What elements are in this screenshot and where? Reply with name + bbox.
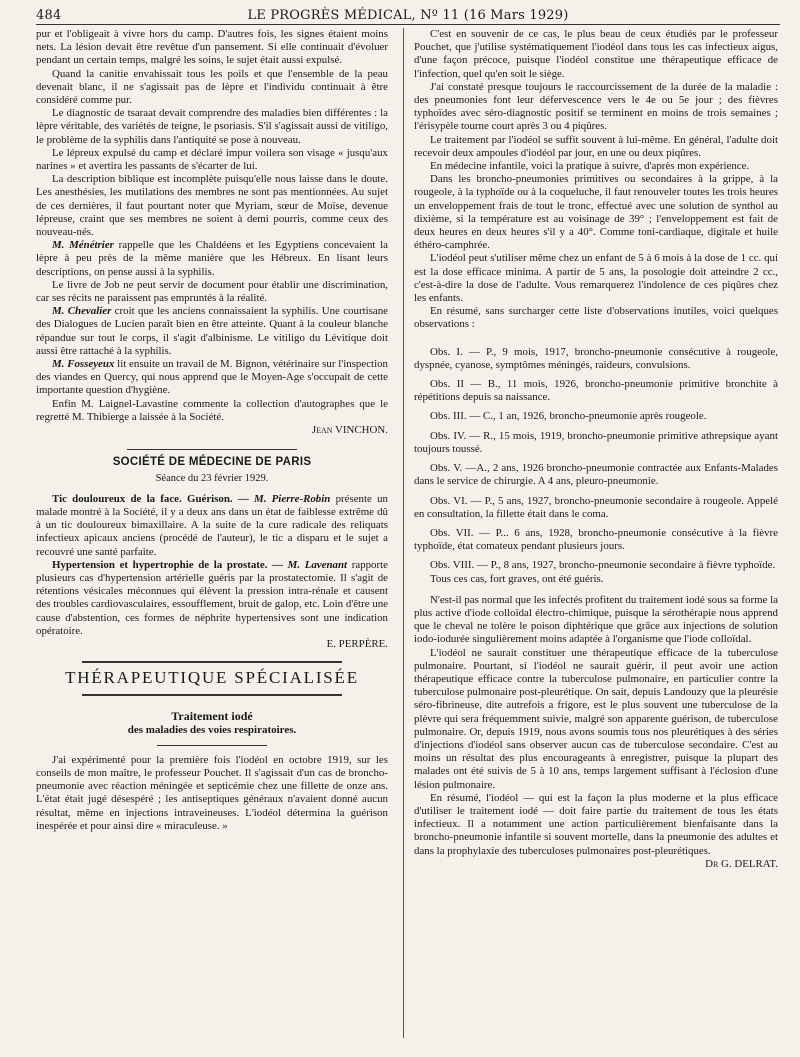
- paragraph: J'ai expérimenté pour la première fois l'iodéol en octobre 1919, sur les conseils de mon maître, le professeur Pouchet. Il s'agissait d'un cas de broncho-pneumonie avec réaction méningée et septicémie chez une fillette de onze ans. L'état était jugé désespéré ; les antiseptiques généraux n'avaient donné aucun résultat, même en injections intraveineuses. L'iodéol détermina la guérison inespérée et pour ainsi dire « miraculeuse. »: [36, 753, 388, 832]
- article-subtitle: des maladies des voies respiratoires.: [127, 723, 297, 736]
- observation: Obs. III. — C., 1 an, 1926, broncho-pneumonie après rougeole.: [430, 410, 707, 423]
- left-column: [36, 28, 388, 833]
- signature: Dr G. DELRAT.: [705, 857, 778, 870]
- paragraph: L'iodéol peut s'utiliser même chez un enfant de 5 à 6 mois à la dose de 1 cc. qui est la dose efficace minima. A partir de 5 ans, la posologie doit atteindre 2 cc., c'est-à-dire la dose de l'adulte. Vous remarquerez l'indolence de ces piqûres chez les enfants.: [414, 252, 778, 305]
- running-header: [36, 4, 780, 24]
- speaker-name: M. Chevalier: [52, 305, 112, 318]
- paragraph: J'ai constaté presque toujours le raccourcissement de la durée de la maladie : des pneumonies font leur défervescence vers le 4e ou 5e jour ; des fièvres typhoïdes avec séro-diagnostic positif se terminent en moins de trois semaines ; l'érisypèle tourne court après 3 ou 4 piqûres.: [414, 80, 778, 133]
- signature: E. PERPÈRE.: [326, 637, 388, 650]
- section-date: Séance du 23 février 1929.: [155, 472, 269, 484]
- signature: Jean VINCHON.: [311, 424, 388, 437]
- paragraph: Tous ces cas, fort graves, ont été guéris.: [430, 572, 604, 585]
- observation: Obs. VII. — P... 6 ans, 1928, broncho-pneumonie consécutive à la fièvre typhoïde, état comateux pendant plusieurs jours.: [414, 526, 778, 553]
- paragraph: En résumé, sans surcharger cette liste d'observations inutiles, voici quelques observations :: [414, 305, 778, 331]
- paragraph: La description biblique est incomplète puisqu'elle nous laisse dans le doute. Les anesthésies, les mutilations des membres ne sont pas mentionnées. Au sujet de ces dernières, il faut pourtant noter que Myriam, sœur de Moïse, devenue lépreuse, craint que ses membres ne soient à demi pourris, comme ceux des nouveau-nés.: [36, 173, 388, 239]
- paragraph-text: lit ensuite un travail de M. Bignon, vétérinaire sur l'inspection des viandes en Quercy, qui nous apprend que le Moyen-Age s'occupait de cette importante question d'hygiène.: [36, 358, 388, 397]
- paragraph: [36, 559, 388, 638]
- paragraph: En résumé, l'iodéol — qui est la façon la plus moderne et la plus efficace d'utiliser le traitement iodé — doit faire partie du traitement de tous les états infectieux. Il a notamment une action particulièrement bienfaisante dans la broncho-pneumonie infantile si souvent mortelle, dans la pneumonie des adultes et dans la prophylaxie des tuberculoses pulmonaires post-pleurétiques.: [414, 791, 778, 857]
- paragraph: Le livre de Job ne peut servir de document pour établir une discrimination, car ses récits ne paraissent pas empruntés à la réalité.: [36, 278, 388, 305]
- speaker-name: M. Ménétrier: [52, 239, 114, 252]
- paragraph: [36, 358, 388, 398]
- page-number: 484: [36, 8, 62, 23]
- observation: Obs. I. — P., 9 mois, 1917, broncho-pneumonie consécutive à rougeole, dyspnée, cyanose, symptômes méningés, raideurs, convulsions.: [414, 345, 778, 371]
- paragraph: pur et l'obligeait à vivre hors du camp. D'autres fois, les signes étaient moins nets. La lésion devait être revêtue d'un pansement. Si elle continuait d'évoluer pendant un certain temps, malgré les soins, le sujet était aussi expulsé.: [36, 28, 388, 67]
- paragraph-text: croit que les anciens connaissaient la syphilis. Une courtisane des Dialogues de Lucien paraît bien en être atteinte. Quant à la couleur blanche répandue sur tout le corps, il s'agit d'albinisme. Le vitiligo du Lévitique doit aussi être rattaché à la syphilis.: [36, 305, 389, 357]
- section-rule: [82, 661, 342, 663]
- paragraph: C'est en souvenir de ce cas, le plus beau de ceux étudiés par le professeur Pouchet, que j'utilise systématiquement l'iodéol dans tous les cas infectieux aigus, d'une façon précoce, puisque l'iodéol constitue une thérapeutique efficace de l'infection, quel qu'en soit le siège.: [414, 28, 778, 80]
- paragraph-text: rapporte plusieurs cas d'hypertension artérielle guéris par la prostatectomie. Il s'agit de rétentions vésicales méconnues qui élèvent la pression intra-rénale et causent des troubles cardiovasculaires, essoufflement, bruit de galop, etc. Loin d'être une cause d'abstention, ces formes de néphrite hypertensives sont une indication opératoire.: [36, 558, 388, 637]
- article-title: Traitement iodé: [171, 709, 253, 724]
- paragraph: Le traitement par l'iodéol se suffit souvent à lui-même. En général, l'adulte doit recevoir deux ampoules d'iodéol par jour, en une ou deux piqûres.: [414, 133, 778, 159]
- paragraph-text: présente un malade montré à la Société, il y a deux ans dans un état de faiblesse extrême dû à un tic douloureux bimaxillaire. A la suite de la cure radicale des reliquats infectieux apicaux anciens (procédé de l'auteur), le tic a disparu et le sujet a recouvré une santé parfaite.: [36, 492, 388, 558]
- observation: Obs. II — B., 11 mois, 1926, broncho-pneumonie primitive bronchite à répétitions depuis sa naissance.: [414, 378, 778, 404]
- observation: Obs. VIII. — P., 8 ans, 1927, broncho-pneumonie secondaire à fièvre typhoïde.: [430, 559, 776, 572]
- observation: Obs. VI. — P., 5 ans, 1927, broncho-pneumonie secondaire à rougeole. Appelé en consultation, la fillette était dans le coma.: [414, 494, 778, 520]
- header-rule: [36, 24, 780, 25]
- paragraph: [36, 493, 388, 559]
- observation: Obs. IV. — R., 15 mois, 1919, broncho-pneumonie primitive athrepsique ayant toujours toussé.: [414, 429, 778, 455]
- paragraph: Le diagnostic de tsaraat devait comprendre des maladies bien différentes : la lèpre véritable, des variétés de teigne, le psoriasis. S'il s'agissait aussi de vitiligo, le problème de la syphilis dans l'antiquité se pose à nouveau.: [36, 107, 388, 146]
- speaker-name: M. Fosseyeux: [52, 358, 115, 371]
- section-title: SOCIÉTÉ DE MÉDECINE DE PARIS: [112, 456, 312, 469]
- paragraph-text: rappelle que les Chaldéens et les Egyptiens concevaient la lèpre à peu près de la même manière que les Hébreux. En lisant leurs descriptions, on pense aussi à la syphilis.: [36, 239, 389, 278]
- rubric-title: THÉRAPEUTIQUE SPÉCIALISÉE: [65, 668, 359, 688]
- section-rule: [82, 694, 342, 696]
- speaker-name: — M. Pierre-Robin: [237, 492, 331, 505]
- article-rule: [157, 745, 267, 746]
- paragraph: L'iodéol ne saurait constituer une thérapeutique efficace de la tuberculose pulmonaire. Pourtant, si l'iodéol ne saurait guérir, il peut avoir une action thérapeutique efficace contre la tuberculose pulmonaire, en particulier contre la tuberculose pulmonaire post-pleurétique. On sait, depuis Landouzy que la pleurésie séro-fibrineuse, dite autrefois a frigore, est le plus souvent une tuberculose de la plèvre qui sera fréquemment suivie, malgré son apparente guérison, de tuberculose pulmonaire. Or, depuis 1919, nous avons soumis tous nos pleurétiques à des séries d'injections d'iodéol sans observer aucun cas de tuberculose secondaire. C'est au moins un résultat des plus encourageants à enregistrer, puisque la plupart des malades ont été suivis de 5 à 10 ans, temps largement suffisant à l'éclosion d'une lésion pulmonaire.: [414, 646, 778, 791]
- paragraph: N'est-il pas normal que les infectés profitent du traitement iodé sous sa forme la plus active d'iode colloïdal électro-chimique, puisque la sérothérapie nous apprend que le cheval ne tolère le poison diphtérique que grâce aux injections de solution iodo-iodurée singulièrement moins adaptée à l'organisme que l'iode colloïdal.: [414, 593, 778, 646]
- column-divider: [403, 28, 404, 1038]
- paragraph: En médecine infantile, voici la pratique à suivre, d'après mon expérience.: [430, 160, 750, 173]
- paragraph: Dans les broncho-pneumonies primitives ou secondaires à la grippe, à la rougeole, à la typhoïde ou à la coqueluche, il faut renouveler toutes les trois heures un enveloppement frais de tout le tronc, effectué avec une solution de synthol au dixième, si la température est au voisinage de 39° ; l'enveloppement est fait de deux heures en deux heures s'il y a 40°. Comme toni-cardiaque, digitale et huile éthéro-camphrée.: [414, 173, 778, 252]
- paragraph: Le lépreux expulsé du camp et déclaré impur voilera son visage « jusqu'aux narines » et avertira les passants de s'écarter de lui.: [36, 146, 388, 173]
- section-rule: [127, 449, 297, 450]
- paragraph: Enfin M. Laignel-Lavastine commente la collection d'autographes que le regretté M. Thibierge a laissée à la Société.: [36, 397, 388, 423]
- speaker-name: — M. Lavenant: [272, 558, 348, 571]
- paragraph: [36, 239, 388, 279]
- spacer: [414, 586, 778, 594]
- paragraph: [36, 305, 388, 358]
- running-title: LE PROGRÈS MÉDICAL, Nº 11 (16 Mars 1929): [247, 8, 569, 23]
- observation: Obs. V. —A., 2 ans, 1926 broncho-pneumonie contractée aux Enfants-Malades dans le service de chirurgie. A 4 ans, pleuro-pneumonie.: [414, 462, 778, 488]
- right-column: [414, 28, 778, 871]
- spacer: [414, 332, 778, 340]
- item-heading: Tic douloureux de la face. Guérison.: [52, 492, 233, 505]
- item-heading: Hypertension et hypertrophie de la prostate.: [52, 558, 268, 571]
- paragraph: Quand la canitie envahissait tous les poils et que l'ensemble de la peau devenait blanc, il ne s'agissait pas de lèpre et l'individu continuait à être considéré comme pur.: [36, 67, 388, 107]
